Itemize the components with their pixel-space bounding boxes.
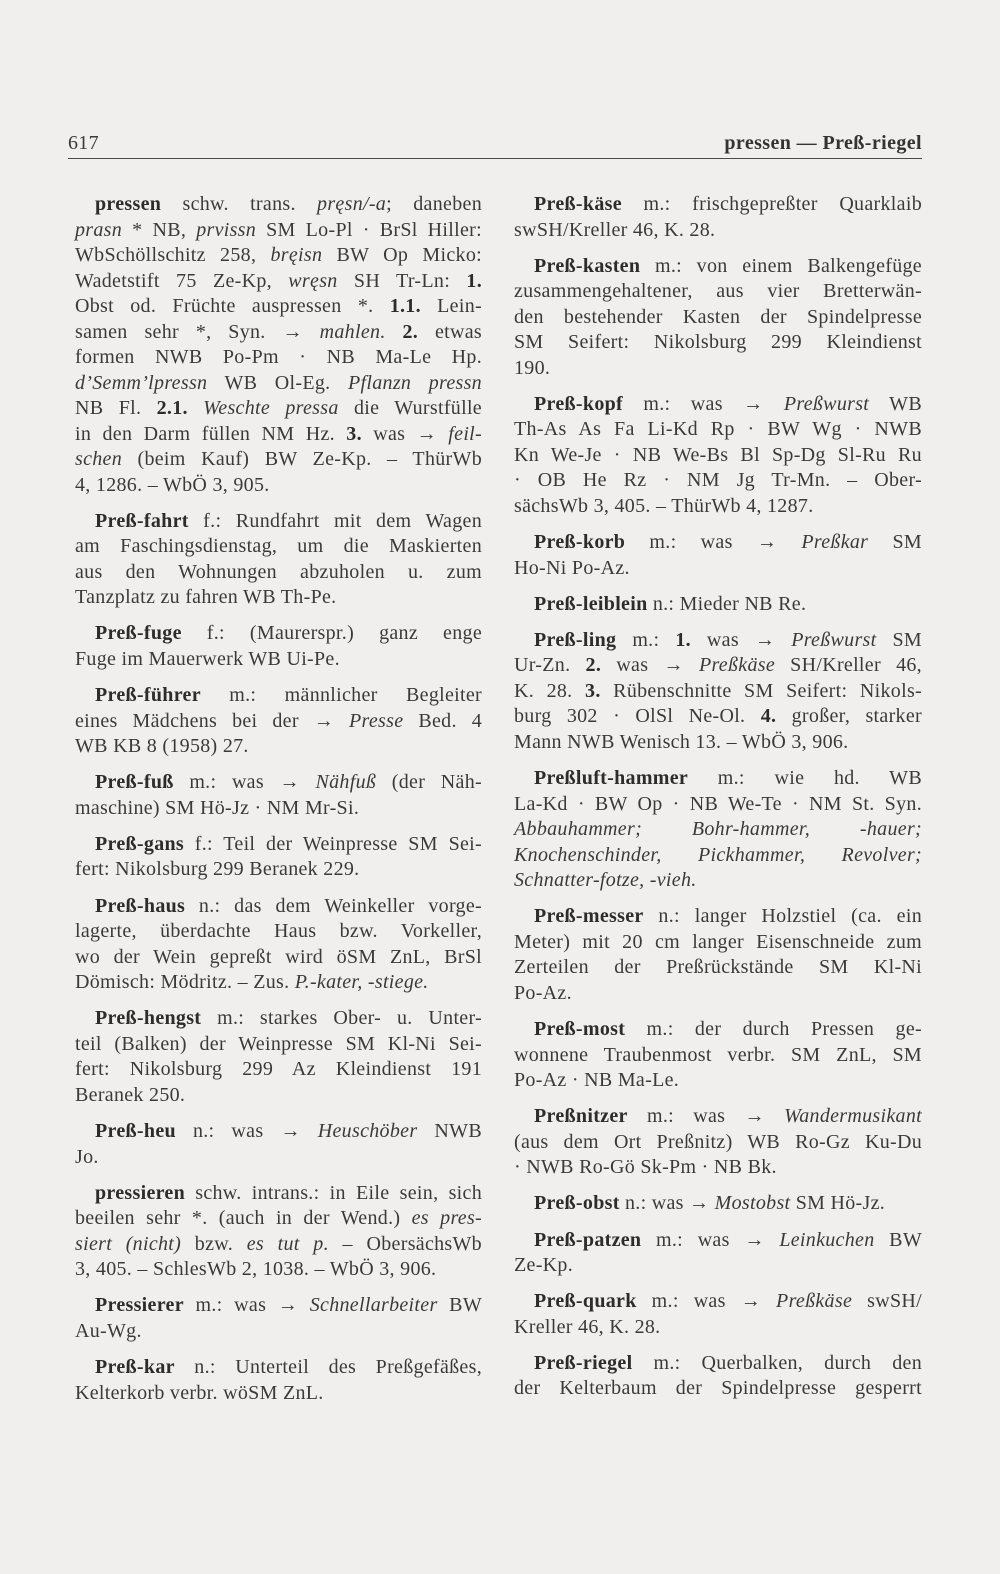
- italic-term: Preßkar: [801, 531, 869, 554]
- sense-number: 4.: [760, 705, 777, 728]
- entry-line: [514, 1376, 922, 1402]
- sense-number: 2.1.: [156, 397, 188, 419]
- entry-line: [75, 647, 482, 673]
- entry-text: SM Lo-Pl · BrSl Hiller:: [256, 218, 482, 241]
- entry-line: [514, 653, 922, 679]
- entry-line: [75, 1355, 482, 1381]
- entry-text: die Wurstfülle: [338, 397, 482, 419]
- entry-text: Dömisch: Mödritz. – Zus.: [75, 971, 295, 994]
- italic-term: Schnellarbeiter: [309, 1294, 438, 1317]
- entry-text: NB Fl.: [75, 397, 157, 419]
- entry-text: den bestehender Kasten der Spindelpresse: [514, 305, 922, 328]
- entry-text: 4, 1286. – WbÖ 3, 905.: [75, 473, 270, 496]
- entry-text: teil (Balken) der Weinpresse SM Kl-Ni Sei-: [75, 1032, 482, 1055]
- italic-term: Presse: [349, 709, 404, 732]
- entry-line: [514, 1068, 922, 1094]
- entry-line: [75, 1119, 482, 1145]
- entry-line: [75, 1257, 482, 1283]
- dictionary-entry: [514, 1191, 922, 1217]
- italic-term: Preßkäse: [698, 654, 776, 677]
- dictionary-entry: [514, 766, 922, 894]
- entry-text: Meter) mit 20 cm langer Eisenschneide zum: [514, 930, 922, 953]
- entry-line: [75, 770, 482, 796]
- entry-line: [75, 1293, 482, 1319]
- entry-text: (beim Kauf) BW Ze-Kp. – ThürWb: [122, 448, 482, 470]
- entry-text: Ho-Ni Po-Az.: [514, 556, 630, 579]
- entry-line: [514, 817, 922, 843]
- entry-line: [75, 473, 482, 499]
- entry-text: swSH/: [852, 1290, 922, 1313]
- entry-line: [75, 560, 482, 586]
- entry-text: formen NWB Po-Pm · NB Ma-Le Hp.: [75, 346, 482, 368]
- dictionary-entry: [75, 509, 482, 611]
- entry-line: [514, 330, 922, 356]
- dictionary-entry: [514, 530, 922, 581]
- entry-text: 190.: [514, 356, 551, 379]
- entry-line: [514, 1104, 922, 1130]
- entry-text: schw. trans.: [161, 193, 318, 215]
- entry-line: [514, 530, 922, 556]
- entry-text: m.:: [616, 628, 676, 651]
- entry-text: SH/Kreller 46,: [775, 654, 922, 677]
- entry-line: [75, 945, 482, 971]
- italic-term: bręisn: [270, 244, 323, 266]
- entry-text: m.: was →: [627, 1105, 785, 1128]
- headword: Preß-fahrt: [95, 509, 189, 532]
- entry-text: Wadetstift 75 Ze-Kp,: [75, 269, 289, 292]
- dictionary-entry: [514, 1351, 922, 1402]
- entry-text: n.: was →: [175, 1120, 318, 1142]
- sense-number: 1.: [675, 628, 691, 651]
- entry-text: was →: [361, 422, 449, 445]
- entry-text: WB Ol-Eg.: [207, 371, 348, 394]
- entry-text: wo der Wein gepreßt wird öSM ZnL, BrSl: [75, 945, 482, 968]
- entry-text: m.: wie hd. WB: [688, 767, 922, 790]
- dictionary-entry: [75, 683, 482, 760]
- entry-line: [75, 534, 482, 560]
- entry-line: [514, 766, 922, 792]
- entry-text: Beranek 250.: [75, 1083, 186, 1106]
- dictionary-entry: [514, 904, 922, 1006]
- entry-text: f.: Rundfahrt mit dem Wagen: [188, 509, 482, 532]
- entry-text: SM Seifert: Nikolsburg 299 Kleindienst: [514, 331, 922, 354]
- italic-term: prasn: [75, 218, 123, 241]
- italic-term: wręsn: [288, 269, 338, 292]
- headword: Preß-most: [534, 1018, 626, 1040]
- entry-text: Ur-Zn.: [514, 654, 586, 677]
- italic-term: Preßkäse: [776, 1290, 853, 1313]
- entry-text: am Faschingsdienstag, um die Maskierten: [75, 535, 482, 558]
- entry-line: [75, 345, 482, 371]
- entry-text: WbSchöllschitz 258,: [75, 244, 271, 266]
- entry-text: n.: das dem Weinkeller vorge-: [185, 894, 482, 917]
- entry-line: [75, 371, 482, 397]
- entry-text: Ze-Kp.: [514, 1254, 573, 1277]
- entry-line: [514, 730, 922, 756]
- entry-line: [514, 468, 922, 494]
- headword: Preß-kasten: [534, 254, 641, 277]
- dictionary-entry: [75, 1119, 482, 1170]
- entry-text: m.: was →: [625, 531, 802, 554]
- entry-line: [75, 396, 482, 422]
- dictionary-entry: [514, 254, 922, 382]
- entry-text: m.: männlicher Begleiter: [200, 684, 482, 707]
- italic-term: es tut p.: [246, 1232, 329, 1255]
- italic-term: es pres-: [411, 1207, 482, 1230]
- sense-number: 3.: [585, 679, 601, 702]
- entry-text: SM Hö-Jz.: [790, 1192, 886, 1215]
- dictionary-entry: [514, 592, 922, 618]
- entry-text: WB: [869, 392, 922, 415]
- entry-text: m.: frischgepreßter Quarklaib: [621, 193, 922, 215]
- entry-text: SM: [868, 531, 922, 554]
- entry-text: in den Darm füllen NM Hz.: [75, 422, 347, 445]
- sense-number: 1.1.: [389, 295, 421, 317]
- entry-line: [75, 509, 482, 535]
- entry-text: Kn We-Je · NB We-Bs Bl Sp-Dg Sl-Ru Ru: [514, 443, 922, 466]
- entry-line: [75, 1006, 482, 1032]
- entry-text: – ObersächsWb: [328, 1232, 482, 1255]
- italic-term: Mostobst: [714, 1192, 791, 1215]
- entry-line: [75, 1206, 482, 1232]
- italic-term: Preßwurst: [791, 628, 877, 651]
- headword: Preß-fuge: [95, 622, 182, 645]
- headword: Preß-fuß: [95, 771, 174, 794]
- entry-text: [386, 321, 403, 343]
- entry-text: was →: [601, 654, 699, 677]
- headword: Preß-heu: [95, 1120, 176, 1142]
- entry-line: [514, 556, 922, 582]
- entry-line: [514, 192, 922, 218]
- italic-term: d’Semm’lpressn: [75, 371, 208, 394]
- dictionary-entry: [75, 192, 482, 498]
- entry-line: [514, 1017, 922, 1043]
- header-rule: [68, 158, 922, 159]
- right-column: [514, 192, 922, 1402]
- entry-line: [514, 868, 922, 894]
- italic-term: Preßwurst: [783, 392, 870, 415]
- entry-text: (der Näh-: [376, 771, 482, 794]
- entry-line: [75, 1083, 482, 1109]
- entry-line: [514, 1043, 922, 1069]
- entry-line: [75, 919, 482, 945]
- entry-line: [75, 734, 482, 760]
- entry-text: f.: (Maurerspr.) ganz enge: [181, 622, 482, 645]
- entry-text: fert: Nikolsburg 299 Beranek 229.: [75, 858, 360, 881]
- entry-text: großer, starker: [776, 705, 922, 728]
- headword: Preßnitzer: [534, 1105, 628, 1128]
- headword: Preß-ling: [534, 628, 617, 651]
- entry-text: n.: Unterteil des Preßgefäßes,: [174, 1356, 482, 1379]
- italic-term: Abbauhammer; Bohr-hammer, -hauer;: [514, 818, 922, 841]
- headword: Pressierer: [95, 1294, 184, 1317]
- entry-line: [75, 1032, 482, 1058]
- entry-text: SH Tr-Ln:: [337, 269, 467, 292]
- entry-text: n.: was →: [619, 1192, 715, 1215]
- dictionary-entry: [75, 894, 482, 996]
- dictionary-entry: [514, 1228, 922, 1279]
- entry-text: Au-Wg.: [75, 1319, 142, 1342]
- entry-text: BW: [437, 1294, 482, 1317]
- entry-text: m.: Querbalken, durch den: [632, 1351, 922, 1374]
- dictionary-entry: [514, 1289, 922, 1340]
- entry-line: [75, 218, 482, 244]
- entry-line: [75, 683, 482, 709]
- headword: Preß-korb: [534, 531, 626, 554]
- entry-line: [75, 1181, 482, 1207]
- entry-line: [514, 1191, 922, 1217]
- entry-line: [75, 1057, 482, 1083]
- entry-text: Obst od. Früchte auspressen *.: [75, 295, 390, 317]
- entry-text: La-Kd · BW Op · NB We-Te · NM St. Syn.: [514, 792, 922, 815]
- entry-text: Th-As As Fa Li-Kd Rp · BW Wg · NWB: [514, 418, 922, 441]
- italic-term: Pflanzn pressn: [347, 371, 482, 394]
- entry-text: fert: Nikolsburg 299 Az Kleindienst 191: [75, 1058, 482, 1081]
- entry-line: [514, 843, 922, 869]
- entry-text: m.: was →: [183, 1294, 310, 1317]
- entry-line: [514, 930, 922, 956]
- entry-line: [514, 981, 922, 1007]
- entry-text: Kreller 46, K. 28.: [514, 1315, 661, 1338]
- entry-text: m.: was →: [173, 771, 316, 794]
- entry-text: K. 28.: [514, 679, 586, 702]
- dictionary-entry: [514, 628, 922, 756]
- entry-line: [514, 305, 922, 331]
- italic-term: feil-: [448, 422, 482, 445]
- italic-term: Nähfuß: [315, 771, 377, 794]
- entry-line: [75, 294, 482, 320]
- entry-text: beeilen sehr *. (auch in der Wend.): [75, 1207, 412, 1230]
- entry-text: m.: was →: [636, 1290, 777, 1313]
- entry-line: [514, 1351, 922, 1377]
- headword: Preß-leiblein: [534, 592, 648, 615]
- headword: Preß-quark: [534, 1290, 637, 1313]
- headword: Preß-gans: [95, 832, 184, 855]
- entry-text: NWB: [417, 1120, 482, 1142]
- headword: Preß-kopf: [534, 392, 623, 415]
- entry-text: ; daneben: [386, 193, 482, 215]
- entry-text: WB KB 8 (1958) 27.: [75, 735, 249, 758]
- dictionary-entry: [75, 1355, 482, 1406]
- italic-term: prvissn: [196, 218, 257, 241]
- sense-number: 1.: [466, 269, 483, 292]
- entry-line: [75, 857, 482, 883]
- entry-text: was →: [690, 628, 792, 651]
- entry-text: SM: [876, 628, 922, 651]
- headword: Preß-hengst: [95, 1007, 202, 1030]
- entry-line: [75, 585, 482, 611]
- italic-term: pręsn/-a: [317, 193, 387, 215]
- entry-text: * NB,: [122, 218, 197, 241]
- entry-text: n.: Mieder NB Re.: [647, 592, 807, 615]
- entry-text: m.: was →: [623, 392, 784, 415]
- headword: Preßluft-hammer: [534, 767, 689, 790]
- entry-text: eines Mädchens bei der →: [75, 709, 349, 732]
- entry-line: [75, 243, 482, 269]
- entry-line: [514, 1155, 922, 1181]
- entry-text: n.: langer Holzstiel (ca. ein: [643, 905, 922, 928]
- italic-term: Heuschöber: [317, 1120, 418, 1142]
- entry-text: maschine) SM Hö-Jz · NM Mr-Si.: [75, 796, 360, 819]
- entry-text: m.: der durch Pressen ge-: [625, 1018, 922, 1040]
- entry-line: [75, 1319, 482, 1345]
- entry-text: [188, 397, 203, 419]
- entry-line: [514, 704, 922, 730]
- headword: Preß-obst: [534, 1192, 620, 1215]
- entry-line: [514, 494, 922, 520]
- entry-text: samen sehr *, Syn. →: [75, 320, 320, 343]
- headword: Preß-haus: [95, 894, 186, 917]
- entry-line: [75, 796, 482, 822]
- entry-text: swSH/Kreller 46, K. 28.: [514, 218, 716, 241]
- entry-line: [514, 955, 922, 981]
- entry-line: [514, 904, 922, 930]
- dictionary-entry: [75, 770, 482, 821]
- entry-text: zusammengehaltener, aus vier Bretterwän-: [514, 280, 922, 303]
- dictionary-entry: [514, 392, 922, 520]
- headword: pressieren: [95, 1181, 186, 1204]
- entry-text: lagerte, überdachte Haus bzw. Vorkeller,: [75, 920, 482, 943]
- entry-line: [75, 709, 482, 735]
- entry-text: Rübenschnitte SM Seifert: Nikols-: [600, 679, 922, 702]
- entry-line: [75, 422, 482, 448]
- entry-line: [75, 269, 482, 295]
- entry-text: burg 302 · OlSl Ne-Ol.: [514, 705, 761, 728]
- dictionary-entry: [514, 1017, 922, 1094]
- entry-line: [514, 592, 922, 618]
- left-column: [75, 192, 482, 1406]
- dictionary-entry: [514, 192, 922, 243]
- entry-line: [75, 1232, 482, 1258]
- entry-line: [75, 320, 482, 346]
- sense-number: 2.: [585, 654, 602, 677]
- entry-text: Fuge im Mauerwerk WB Ui-Pe.: [75, 647, 340, 670]
- entry-line: [514, 417, 922, 443]
- dictionary-entry: [75, 1181, 482, 1283]
- italic-term: Wandermusikant: [784, 1105, 922, 1128]
- entry-line: [514, 1228, 922, 1254]
- running-title: pressen — Preß-riegel: [724, 132, 922, 154]
- headword: Preß-riegel: [534, 1351, 633, 1374]
- italic-term: Leinkuchen: [779, 1228, 875, 1251]
- italic-term: siert (nicht): [75, 1232, 182, 1255]
- entry-line: [75, 192, 482, 218]
- entry-line: [514, 254, 922, 280]
- entry-line: [514, 218, 922, 244]
- entry-line: [514, 792, 922, 818]
- entry-text: · OB He Rz · NM Jg Tr-Mn. – Ober-: [514, 469, 922, 492]
- dictionary-entry: [75, 832, 482, 883]
- entry-text: etwas: [418, 320, 482, 343]
- entry-text: BW Op Micko:: [322, 244, 482, 266]
- italic-term: mahlen.: [319, 320, 386, 343]
- entry-text: wonnene Traubenmost verbr. SM ZnL, SM: [514, 1043, 922, 1066]
- italic-term: P.-kater, -stiege.: [294, 971, 429, 994]
- sense-number: 2.: [402, 320, 419, 343]
- entry-line: [75, 621, 482, 647]
- entry-line: [514, 1130, 922, 1156]
- entry-line: [514, 1315, 922, 1341]
- entry-line: [75, 447, 482, 473]
- entry-line: [514, 1253, 922, 1279]
- entry-line: [514, 356, 922, 382]
- headword: Preß-patzen: [534, 1228, 642, 1251]
- dictionary-entry: [75, 621, 482, 672]
- entry-text: m.: von einem Balkengefüge: [640, 254, 922, 277]
- dictionary-entry: [514, 1104, 922, 1181]
- entry-text: Jo.: [75, 1145, 99, 1168]
- entry-line: [514, 628, 922, 654]
- entry-line: [75, 1145, 482, 1171]
- headword: pressen: [95, 193, 162, 215]
- entry-text: f.: Teil der Weinpresse SM Sei-: [184, 832, 482, 855]
- headword: Preß-kar: [95, 1356, 175, 1379]
- entry-text: Kelterkorb verbr. wöSM ZnL.: [75, 1381, 324, 1404]
- italic-term: schen: [75, 448, 123, 470]
- entry-text: m.: was →: [641, 1228, 780, 1251]
- entry-line: [514, 443, 922, 469]
- entry-text: Lein-: [420, 295, 482, 317]
- dictionary-entry: [75, 1293, 482, 1344]
- entry-line: [514, 679, 922, 705]
- entry-text: Po-Az · NB Ma-Le.: [514, 1069, 680, 1091]
- entry-text: der Kelterbaum der Spindelpresse gesperrt: [514, 1377, 922, 1400]
- entry-text: schw. intrans.: in Eile sein, sich: [185, 1181, 482, 1204]
- sense-number: 3.: [346, 422, 362, 445]
- headword: Preß-führer: [95, 684, 201, 707]
- entry-text: Mann NWB Wenisch 13. – WbÖ 3, 906.: [514, 730, 849, 753]
- italic-term: Knochenschinder, Pickhammer, Revolver;: [514, 843, 922, 866]
- entry-text: bzw.: [181, 1232, 247, 1255]
- headword: Preß-messer: [534, 905, 644, 928]
- entry-text: (aus dem Ort Preßnitz) WB Ro-Gz Ku-Du: [514, 1130, 922, 1153]
- entry-text: Bed. 4: [403, 709, 482, 732]
- entry-line: [514, 1289, 922, 1315]
- entry-text: BW: [874, 1228, 922, 1251]
- entry-line: [75, 894, 482, 920]
- entry-line: [75, 970, 482, 996]
- italic-term: Weschte pressa: [203, 397, 339, 419]
- entry-text: · NWB Ro-Gö Sk-Pm · NB Bk.: [514, 1156, 777, 1179]
- page-number: 617: [68, 132, 99, 154]
- entry-line: [75, 832, 482, 858]
- entry-text: 3, 405. – SchlesWb 2, 1038. – WbÖ 3, 906.: [75, 1258, 437, 1281]
- entry-text: Po-Az.: [514, 981, 572, 1004]
- entry-text: Zerteilen der Preßrückstände SM Kl-Ni: [514, 956, 922, 979]
- entry-text: Tanzplatz zu fahren WB Th-Pe.: [75, 586, 337, 609]
- entry-line: [514, 279, 922, 305]
- entry-line: [514, 392, 922, 418]
- entry-line: [75, 1381, 482, 1407]
- dictionary-entry: [75, 1006, 482, 1108]
- headword: Preß-käse: [534, 193, 622, 215]
- entry-text: aus den Wohnungen abzuholen u. zum: [75, 560, 482, 583]
- entry-text: sächsWb 3, 405. – ThürWb 4, 1287.: [514, 494, 814, 517]
- entry-text: m.: starkes Ober- u. Unter-: [201, 1007, 482, 1030]
- italic-term: Schnatter-fotze, -vieh.: [514, 869, 697, 892]
